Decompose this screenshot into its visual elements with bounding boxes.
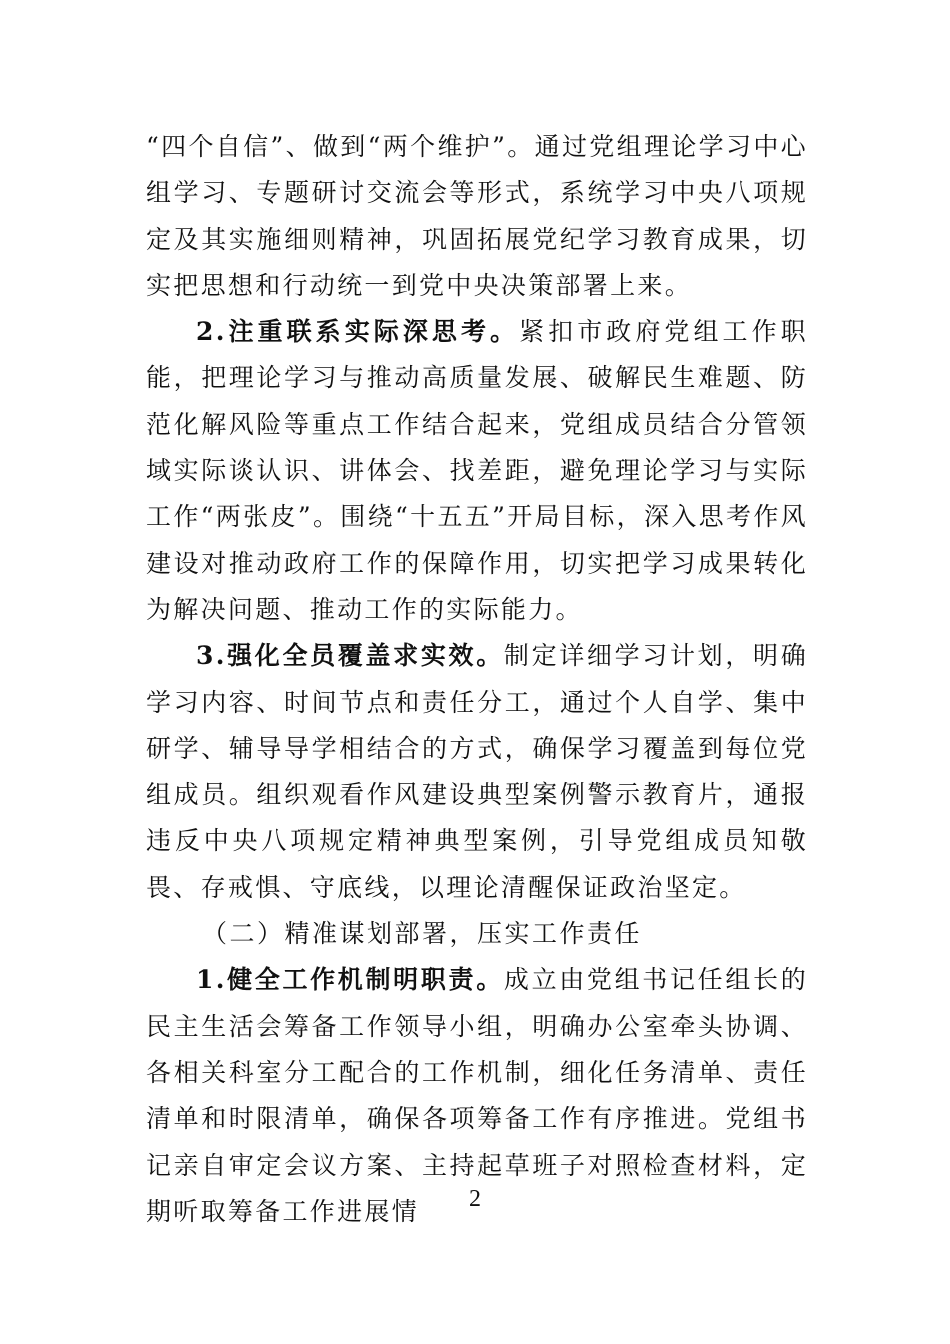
paragraph-item-3 xyxy=(146,633,808,911)
paragraph-lead: 3.强化全员覆盖求实效。 xyxy=(196,641,504,671)
paragraph-lead: 1.健全工作机制明职责。 xyxy=(196,965,504,995)
paragraph-text: 制定详细学习计划，明确学习内容、时间节点和责任分工，通过个人自学、集中研学、辅导导学相结合的方式，确保学习覆盖到每位党组成员。组织观看作风建设典型案例警示教育片，通报违反中央八项规定精神典型案例，引导党组成员知敬畏、存戒惧、守底线，以理论清醒保证政治坚定。 xyxy=(146,641,808,902)
page-number: 2 xyxy=(469,1186,481,1212)
section-heading: （二）精准谋划部署，压实工作责任 xyxy=(202,919,643,949)
paragraph-text: 紧扣市政府党组工作职能，把理论学习与推动高质量发展、破解民生难题、防范化解风险等重点工作结合起来，党组成员结合分管领域实际谈认识、讲体会、找差距，避免理论学习与实际工作“两张皮”。围绕“十五五”开局目标，深入思考作风建设对推动政府工作的保障作用，切实把学习成果转化为解决问题、推动工作的实际能力。 xyxy=(146,317,808,624)
paragraph-text: “四个自信”、做到“两个维护”。通过党组理论学习中心组学习、专题研讨交流会等形式，系统学习中央八项规定及其实施细则精神，巩固拓展党纪学习教育成果，切实把思想和行动统一到党中央决策部署上来。 xyxy=(146,132,808,300)
paragraph-text: 成立由党组书记任组长的民主生活会筹备工作领导小组，明确办公室牵头协调、各相关科室分工配合的工作机制，细化任务清单、责任清单和时限清单，确保各项筹备工作有序推进。党组书记亲自审定会议方案、主持起草班子对照检查材料，定期听取筹备工作进展情 xyxy=(146,965,808,1226)
document-body xyxy=(146,124,808,1235)
paragraph-lead: 2.注重联系实际深思考。 xyxy=(196,317,520,347)
paragraph-continuation xyxy=(146,124,808,309)
paragraph-item-2 xyxy=(146,309,808,633)
